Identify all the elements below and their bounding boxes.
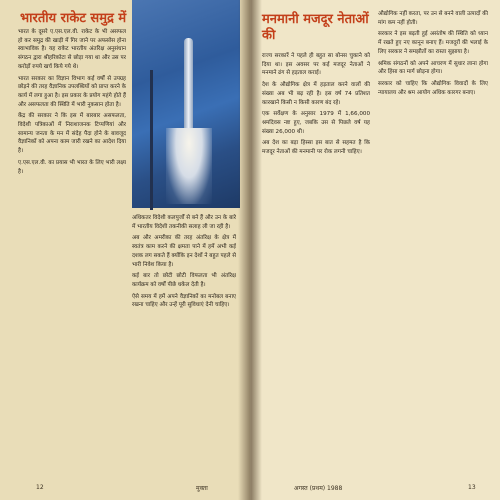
right-column-2 bbox=[378, 10, 488, 480]
paragraph: देश के औद्योगिक क्षेत्र में हड़ताल करने वालों की संख्या अब भी बढ़ रही है। इस वर्ष 74 प्रतिशत कारखाने किसी न किसी कारण बंद रहे। bbox=[262, 82, 370, 106]
left-column-2 bbox=[132, 214, 236, 478]
footer-date: अगस्त (प्रथम) 1988 bbox=[294, 485, 343, 492]
paragraph: अब और अमरीका की तरह अंतरिक्ष के क्षेत्र में स्वतंत्र काम करने की क्षमता पाने में हमें अभी कई दशक लग सकते हैं क्योंकि इन देशों ने बहुत पहले से भारी निवेश किया है। bbox=[132, 235, 236, 268]
paragraph: भारत के दूसरे ए.एस.एल.वी. राकेट के भी असफल हो कर समुद्र की खाड़ी में गिर जाने पर अफसोस होना स्वाभाविक है। यह राकेट भारतीय अंतरिक्ष अनुसंधान संगठन द्वारा श्रीहरिकोटा से छोड़ा गया था और उस पर करोड़ों रुपये खर्च किये गये थे। bbox=[18, 29, 126, 70]
right-article-heading: मनमानी मजदूर नेताओं की bbox=[262, 12, 369, 43]
left-article-heading: भारतीय राकेट समुद्र में bbox=[20, 11, 127, 26]
paragraph: राज्य सरकारें ने पहले ही बहुत सा बोनस चुकाने को दिया था। इस अवसर पर कई मजदूर नेताओं ने मनमाने ढंग से हड़ताल कराई। bbox=[262, 53, 370, 77]
rocket-launch-photo bbox=[132, 0, 240, 208]
paragraph: सरकार ने इस बढ़ती हुई असंतोष की स्थिति को ध्यान में रखते हुए नए कानून बनाए हैं। मजदूरों की भलाई के लिए सरकार ने समझौतों का रास्ता सुझाया है। bbox=[378, 31, 488, 55]
paragraph: कई बार तो छोटी छोटी विफलता भी अंतरिक्ष कार्यक्रम को वर्षों पीछे धकेल देती है। bbox=[132, 273, 236, 288]
smoke-plume bbox=[166, 128, 212, 204]
book-gutter bbox=[238, 0, 262, 500]
paragraph: एक सर्वेक्षण के अनुसार 1979 में 1,66,000 श्रमदिवस नष्ट हुए, जबकि उस से पिछले वर्ष यह संख्या 26,000 थी। bbox=[262, 111, 370, 135]
paragraph: श्रमिक संगठनों को अपने आचरण में सुधार लाना होगा और हिंसा का मार्ग छोड़ना होगा। bbox=[378, 60, 488, 76]
paragraph: ए.एस.एल.वी. का प्रयास भी भारत के लिए भारी लक्ष्य है। bbox=[18, 159, 126, 175]
paragraph: औद्योगिक नहीं करता, पर उन से बनने वाली उत्पादों की मांग कम नहीं होती। bbox=[378, 11, 488, 26]
paragraph: अब देश का बड़ा हिस्सा इस बात से सहमत है कि मजदूर नेताओं की मनमानी पर रोक लगनी चाहिए। bbox=[262, 140, 370, 156]
paragraph: सरकार को चाहिए कि औद्योगिक विवादों के लिए न्यायालय और श्रम आयोग अधिक कारगर बनाए। bbox=[378, 80, 488, 96]
paragraph: भारत सरकार का विज्ञान विभाग कई वर्षों से उपग्रह छोड़ने की तरह वैज्ञानिक उपलब्धियों को प्राप्त करने के कार्य में लगा हुआ है। इस प्रकार के प्रयोग महंगे होते हैं और असफलता की स्थिति में भारी नुकसान होता है। bbox=[18, 75, 126, 108]
left-column-1 bbox=[18, 28, 126, 478]
right-column-1 bbox=[262, 52, 370, 480]
paragraph: ऐसे समय में हमें अपने वैज्ञानिकों का मनोबल बनाए रखना चाहिए और उन्हें पूरी सुविधाएं देनी चाहिए। bbox=[132, 293, 236, 309]
page-number-left: 12 bbox=[36, 484, 44, 491]
right-page bbox=[250, 0, 500, 500]
paragraph: अधिकतर विदेशी कलपुर्जों से बने हैं और उन के बारे में भारतीय विदेशी तकनीकी सलाह ली जा रही है। bbox=[132, 215, 236, 230]
footer-magazine-name: मुक्ता bbox=[196, 485, 208, 492]
paragraph: केंद्र की सरकार ने कि इस में बारबार असफलता, विदेशी पत्रिकाओं में निराशाजनक टिप्पणियां और सामान्य जनता के मन में संदेह पैदा होने के बावजूद वैज्ञानिकों को अपना काम जारी रखने का आदेश दिया है। bbox=[18, 113, 126, 155]
page-number-right: 13 bbox=[468, 484, 476, 491]
launch-tower bbox=[150, 70, 153, 210]
rocket-icon bbox=[184, 38, 193, 134]
